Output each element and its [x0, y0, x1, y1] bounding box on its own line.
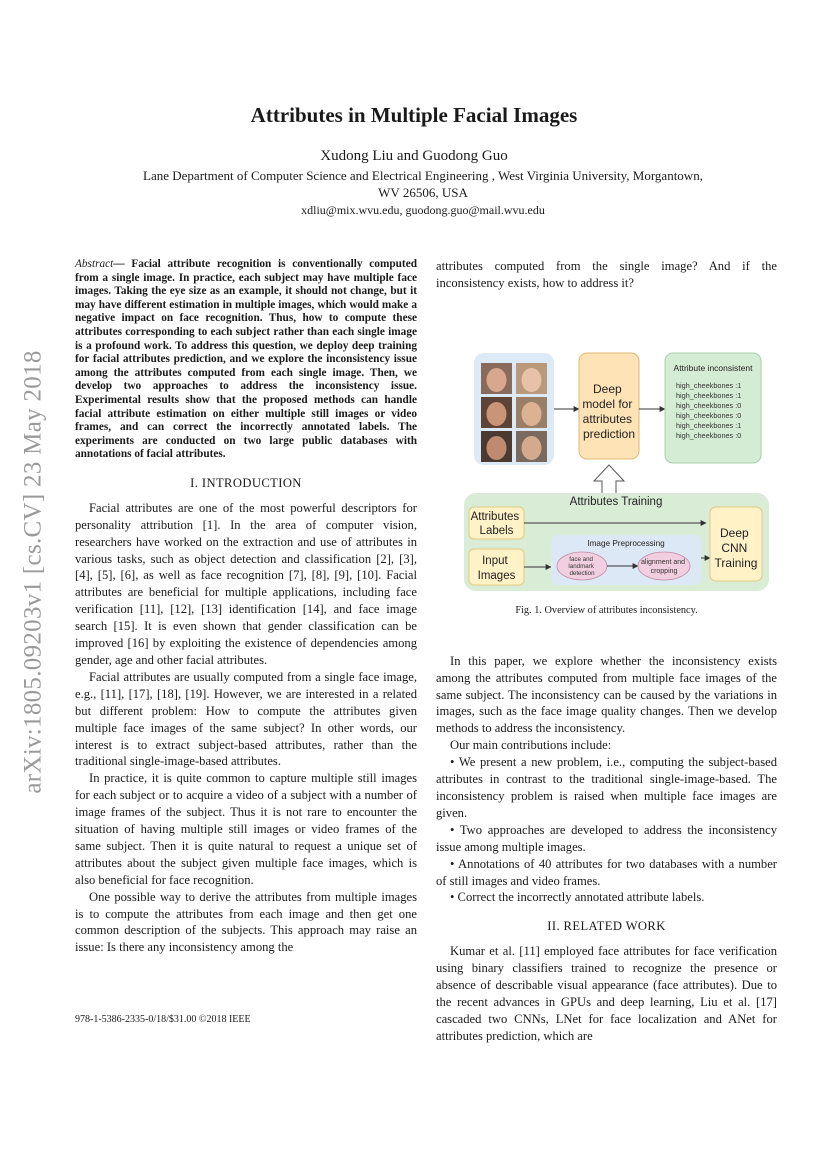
copyright-notice: 978-1-5386-2335-0/18/$31.00 ©2018 IEEE [75, 1014, 251, 1025]
inconsistent-row: high_cheekbones :1 [676, 390, 742, 400]
contribution-item: • We present a new problem, i.e., computing the subject-based attributes in contrast to the traditional single-image-based. The inconsistency problem is raised when multiple face images are given. [436, 755, 777, 820]
detection-text [568, 556, 595, 577]
affiliation [100, 167, 746, 201]
abstract [75, 258, 417, 462]
right-column [436, 258, 777, 1045]
contribution-item: • Annotations of 40 attributes for two databases with a number of still images and video frames. [436, 856, 777, 888]
attributes-labels-line: Attributes [470, 510, 520, 523]
authors: Xudong Liu and Guodong Guo [320, 148, 508, 164]
face-thumbnail [522, 368, 542, 392]
body-paragraph: Our main contributions include: [450, 738, 612, 753]
intro-paragraph: One possible way to derive the attributes from multiple images is to compute the attributes from each image and then get one common description of the subjects. This approach may raise an issue: Is there any inconsistency among the [75, 889, 417, 955]
inconsistent-row: high_cheekbones :0 [676, 430, 742, 440]
left-column [75, 258, 417, 956]
continued-paragraph: attributes computed from the single image? And if the inconsistency exists, how to address it? [436, 259, 777, 290]
detection-line: face and [569, 555, 594, 563]
section-related-work-heading: II. RELATED WORK [547, 919, 666, 934]
deep-cnn-line: Deep [719, 525, 749, 540]
inconsistent-row: high_cheekbones :0 [676, 400, 742, 410]
preprocessing-title: Image Preprocessing [587, 538, 665, 548]
detection-line: detection [569, 569, 595, 577]
figure-caption: Fig. 1. Overview of attributes inconsistency. [515, 604, 698, 616]
face-thumbnail [522, 402, 542, 426]
related-work-paragraph: Kumar et al. [11] employed face attributes for face verification using binary classifiers trained to recognize the presence or absence of describable visual appearance (face attributes). Due to the recent advances in GPUs and deep learning, Liu et al. [17] cascaded two CNNs, LNet for face localization and ANet for attributes prediction, which are [436, 944, 777, 1043]
contribution-item: • Two approaches are developed to address the inconsistency issue among multiple images. [436, 822, 777, 854]
inconsistent-row: high_cheekbones :1 [676, 420, 742, 430]
input-images-line: Input [482, 554, 508, 567]
alignment-line: cropping [650, 567, 678, 575]
alignment-ellipse [638, 552, 690, 580]
intro-paragraph: Facial attributes are usually computed from a single face image, e.g., [11], [17], [18], [19]. However, we are interested in a related but different problem: How to compute the attributes given multiple face images of the same subject? In other words, our interest is to extract subject-based attributes, rather than the traditional single-image-based attributes. [75, 669, 417, 769]
deep-model-label-line: Deep [592, 381, 622, 396]
affiliation-line-1: Lane Department of Computer Science and Electrical Engineering , West Virginia University, Morgantown, [143, 168, 703, 183]
arxiv-id: arXiv:1805.09203v1 [cs.CV] 23 May 2018 [20, 350, 48, 794]
author-emails: xdliu@mix.wvu.edu, guodong.guo@mail.wvu.edu [301, 203, 545, 217]
face-thumbnail [487, 368, 507, 392]
face-thumbnail [487, 436, 507, 460]
paper-title: Attributes in Multiple Facial Images [250, 103, 578, 127]
input-images-line: Images [477, 569, 516, 582]
body-paragraph: In this paper, we explore whether the inconsistency exists among the attributes computed from multiple face images of the same subject. The inconsistency can be caused by the variations in images, such as the face image quality changes. Then we develop methods to address the inconsistency. [436, 653, 777, 736]
face-thumbnail [522, 436, 542, 460]
affiliation-line-2: WV 26506, USA [378, 185, 468, 200]
inconsistent-row: high_cheekbones :0 [676, 410, 742, 420]
inconsistent-title: Attribute inconsistent [673, 362, 753, 373]
deep-cnn-line: CNN [721, 540, 748, 555]
contribution-item: • Correct the incorrectly annotated attribute labels. [450, 890, 705, 905]
arxiv-stamp [14, 322, 54, 822]
inconsistent-row: high_cheekbones :1 [676, 380, 742, 390]
attributes-labels-line: Labels [479, 524, 514, 537]
alignment-line: alignment and [641, 558, 686, 566]
deep-cnn-line: Training [714, 555, 758, 570]
figure-1 [436, 313, 777, 591]
deep-model-label-line: attributes [582, 411, 633, 426]
section-introduction-heading: I. INTRODUCTION [190, 475, 302, 490]
abstract-label: Abstract [75, 258, 114, 270]
abstract-text: — Facial attribute recognition is conventionally computed from a single image. In practice, each subject may have multiple face images. Taking the eye size as an example, it should not change, but it may have different estimation in multiple images, which would make a negative impact on face recognition. Thus, how to compute these attributes corresponding to each subject rather than each single image is a profound work. To address this question, we deploy deep training for facial attributes prediction, and we explore the inconsistency issue among the attributes computed from each single image. Then, we develop two approaches to address the inconsistency issue. Experimental results show that the proposed methods can handle facial attribute estimation on either multiple still images or video frames, and can correct the incorrectly annotated labels. The experiments are conducted on two large public databases with annotations of facial attributes. [75, 258, 417, 461]
intro-paragraph: In practice, it is quite common to capture multiple still images for each subject or to acquire a video of a subject with a number of image frames of the subject. Thus it is not rare to encounter the situation of having multiple still images or video frames of the same subject. Then it is quite natural to request a unique set of attributes about the subject given multiple face images, which is also beneficial for face recognition. [75, 771, 417, 887]
overview-diagram [436, 313, 777, 591]
intro-paragraph: Facial attributes are one of the most powerful descriptors for personality attribution [1]. In the area of computer vision, researchers have worked on the extraction and use of attributes in various tasks, such as object detection and classification [2], [3], [4], [5], [6], as well as face recognition [7], [8], [9], [10]. Facial attributes are beneficial for multiple applications, including face verification [11], [12], [13] identification [14], and face image search [15]. It is even shown that gender classification can be improved [16] by exploiting the existence of dependencies among gender, age and other facial attributes. [75, 500, 417, 667]
training-title: Attributes Training [569, 495, 663, 508]
inconsistent-rows [676, 381, 743, 440]
deep-model-label-line: model for [582, 396, 633, 411]
deep-model-label-line: prediction [582, 426, 636, 441]
face-thumbnail [487, 402, 507, 426]
detection-line: landmark [568, 562, 594, 570]
